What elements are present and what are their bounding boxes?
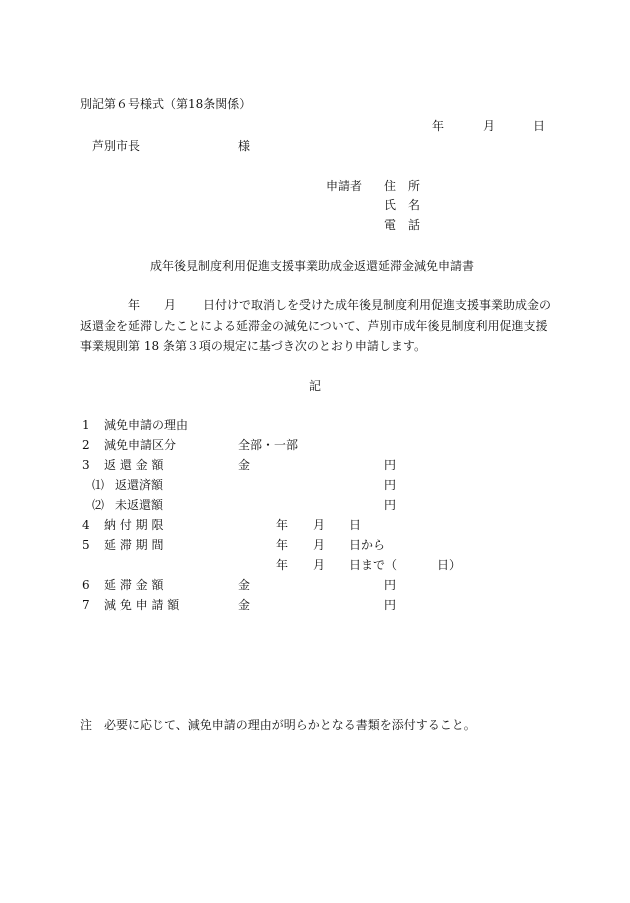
date-year-label: 年 [276, 538, 289, 552]
note-text: 必要に応じて、減免申請の理由が明らかとなる書類を添付すること。 [104, 718, 476, 732]
date-until-label: 日まで（ [349, 558, 398, 572]
item-unit: 円 [384, 578, 397, 592]
item-number: 7 [82, 598, 90, 612]
item-label-category: 減免申請区分 [104, 438, 177, 452]
item-number: 2 [82, 438, 90, 452]
item-unit: 円 [384, 598, 397, 612]
ki-heading: 記 [309, 379, 322, 393]
days-label: 日） [437, 558, 462, 572]
subitem-number: ⑴ [92, 478, 105, 492]
body-year: 年 [128, 298, 141, 312]
applicant-label: 申請者 [326, 179, 363, 193]
document-title: 成年後見制度利用促進支援事業助成金返還延滞金減免申請書 [150, 259, 475, 273]
date-day-label: 日 [533, 119, 546, 133]
item-label-repayment: 返 還 金 額 [104, 458, 164, 472]
item-number: 5 [82, 538, 90, 552]
subitem-label-repaid: 返還済額 [115, 478, 164, 492]
addressee: 芦別市長 [92, 139, 141, 153]
body-line-1: 日付けで取消しを受けた成年後見制度利用促進支援事業助成金の [203, 298, 552, 312]
form-number: 別記第６号様式（第18条関係） [80, 97, 252, 111]
item-prefix: 金 [238, 458, 251, 472]
date-month-label: 月 [483, 119, 496, 133]
address-label: 住 所 [384, 179, 421, 193]
subitem-label-unrepaid: 未返還額 [115, 498, 164, 512]
date-year-label: 年 [276, 558, 289, 572]
body-month: 月 [164, 298, 177, 312]
item-value-category: 全部・一部 [238, 438, 299, 452]
item-unit: 円 [384, 478, 397, 492]
honorific: 様 [238, 139, 251, 153]
date-month-label: 月 [313, 538, 326, 552]
note-label: 注 [80, 718, 93, 732]
item-number: 4 [82, 518, 90, 532]
item-label-deadline: 納 付 期 限 [104, 518, 164, 532]
item-label-late-fee: 延 滞 金 額 [104, 578, 164, 592]
phone-label: 電 話 [384, 218, 421, 232]
date-month-label: 月 [313, 518, 326, 532]
item-label-exemption-amount: 減 免 申 請 額 [104, 598, 180, 612]
date-year-label: 年 [276, 518, 289, 532]
body-line-2: 返還金を延滞したことによる延滞金の減免について、芦別市成年後見制度利用促進支援 [80, 319, 548, 333]
date-day-label: 日 [349, 518, 362, 532]
date-month-label: 月 [313, 558, 326, 572]
item-unit: 円 [384, 458, 397, 472]
subitem-number: ⑵ [92, 498, 105, 512]
item-prefix: 金 [238, 598, 251, 612]
item-number: 1 [82, 418, 90, 432]
body-line-3: 事業規則第 18 条第３項の規定に基づき次のとおり申請します。 [80, 339, 426, 353]
date-from-label: 日から [349, 538, 386, 552]
item-unit: 円 [384, 498, 397, 512]
item-prefix: 金 [238, 578, 251, 592]
item-label-reason: 減免申請の理由 [104, 418, 189, 432]
item-label-delay-period: 延 滞 期 間 [104, 538, 164, 552]
item-number: 6 [82, 578, 90, 592]
name-label: 氏 名 [384, 198, 421, 212]
date-year-label: 年 [432, 119, 445, 133]
item-number: 3 [82, 458, 90, 472]
